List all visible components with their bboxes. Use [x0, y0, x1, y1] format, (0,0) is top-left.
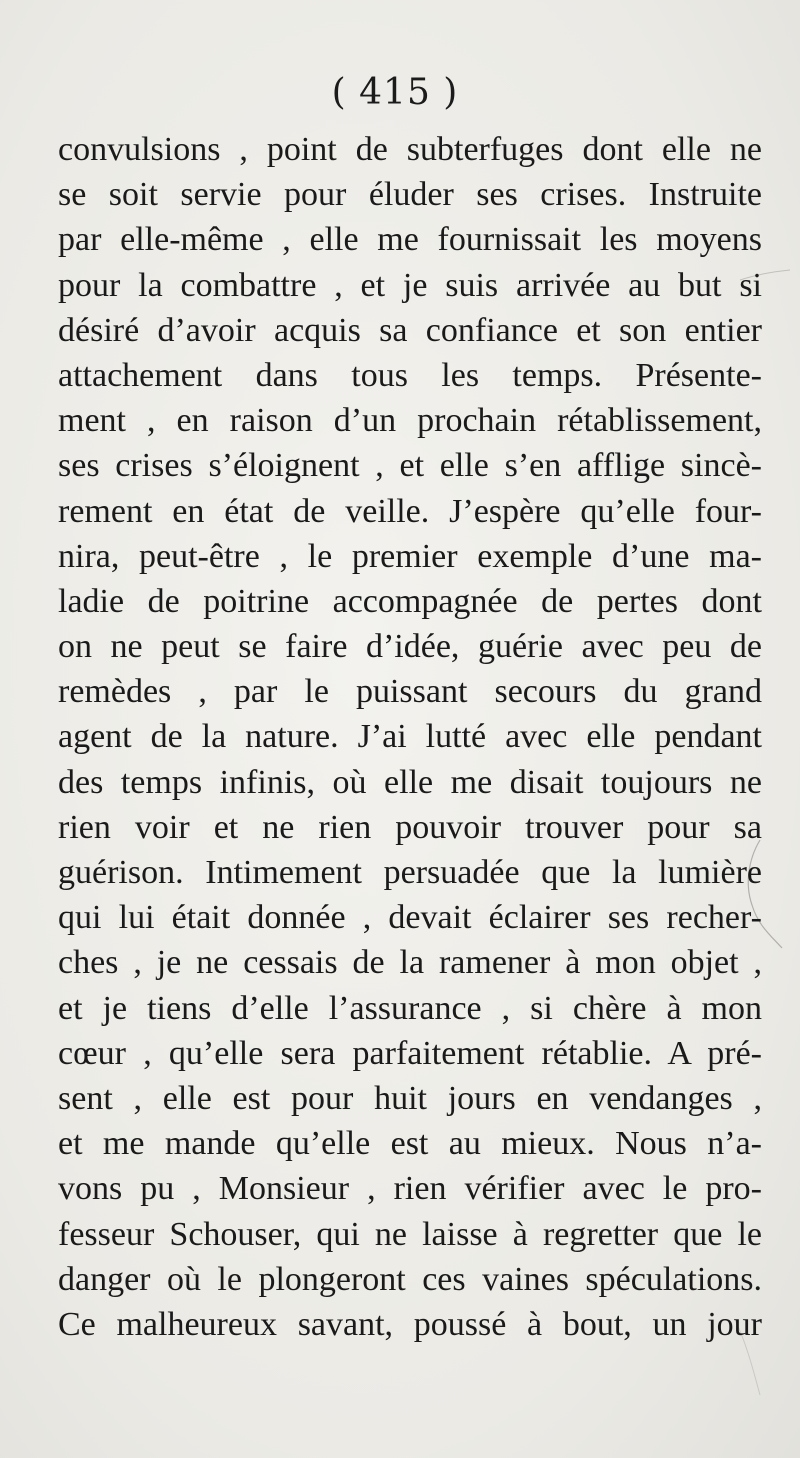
- text-line: on ne peut se faire d’idée, guérie avec peu de: [58, 628, 762, 666]
- text-line: se soit servie pour éluder ses crises. Instruite: [58, 176, 762, 214]
- text-line: et je tiens d’elle l’assurance , si chère à mon: [58, 989, 762, 1027]
- text-line: vons pu , Monsieur , rien vérifier avec le pro-: [58, 1170, 762, 1208]
- text-line: convulsions , point de subterfuges dont elle ne: [58, 131, 762, 168]
- text-line: rien voir et ne rien pouvoir trouver pour sa: [58, 808, 762, 846]
- text-line: agent de la nature. J’ai lutté avec elle pendant: [58, 718, 762, 756]
- page-number: ( 415 ): [331, 72, 459, 113]
- text-line: ses crises s’éloignent , et elle s’en afflige sincè-: [58, 447, 762, 485]
- text-line: attachement dans tous les temps. Présente-: [58, 356, 762, 394]
- text-line: cœur , qu’elle sera parfaitement rétablie. A pré-: [58, 1034, 762, 1072]
- text-line: pour la combattre , et je suis arrivée au but si: [58, 266, 762, 304]
- text-line: ladie de poitrine accompagnée de pertes dont: [58, 582, 762, 620]
- text-line: et me mande qu’elle est au mieux. Nous n’a-: [58, 1125, 762, 1163]
- text-line: nira, peut-être , le premier exemple d’une ma-: [58, 537, 762, 575]
- text-line: désiré d’avoir acquis sa confiance et son entier: [58, 311, 762, 349]
- text-line: ches , je ne cessais de la ramener à mon objet ,: [58, 944, 762, 982]
- text-line: rement en état de veille. J’espère qu’elle four-: [58, 492, 762, 530]
- body-text: [58, 127, 762, 1347]
- text-line: Ce malheureux savant, poussé à bout, un jour: [58, 1305, 762, 1343]
- text-line: fesseur Schouser, qui ne laisse à regretter que le: [58, 1215, 762, 1253]
- text-line: ment , en raison d’un prochain rétablissement,: [58, 402, 762, 440]
- text-line: remèdes , par le puissant secours du grand: [58, 673, 762, 711]
- text-line: des temps infinis, où elle me disait toujours ne: [58, 763, 762, 801]
- text-line: sent , elle est pour huit jours en vendanges ,: [58, 1079, 762, 1117]
- text-line: danger où le plongeront ces vaines spéculations.: [58, 1260, 762, 1298]
- text-line: guérison. Intimement persuadée que la lumière: [58, 854, 762, 891]
- text-line: qui lui était donnée , devait éclairer ses recher-: [58, 899, 762, 937]
- text-line: par elle-même , elle me fournissait les moyens: [58, 221, 762, 259]
